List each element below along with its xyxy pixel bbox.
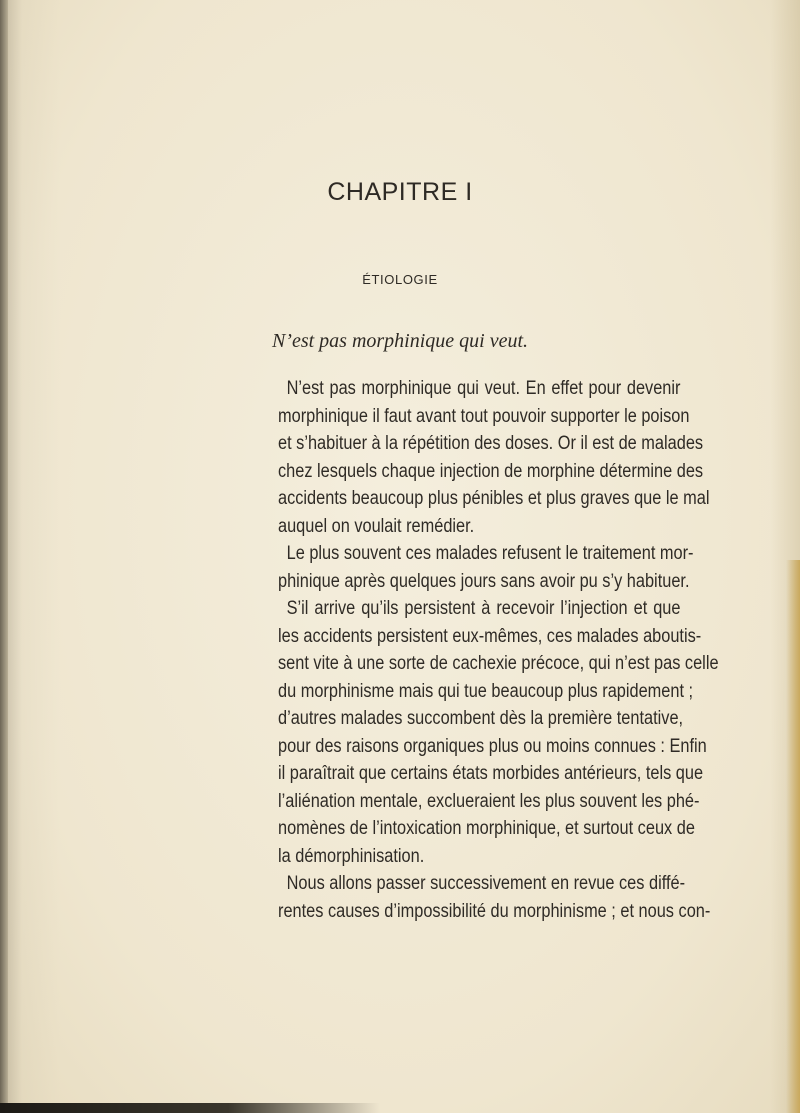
text-line: auquel on voulait remédier. xyxy=(278,515,475,537)
text-line: accidents beaucoup plus pénibles et plus graves que le mal xyxy=(278,488,710,509)
text-line: l’aliénation mentale, exclueraient les plus souvent les phé- xyxy=(278,790,700,812)
text-line: les accidents persistent eux-mêmes, ces malades aboutis- xyxy=(278,625,702,647)
text-line: N’est pas morphinique qui veut. En effet pour devenir xyxy=(286,378,681,399)
text-line: d’autres malades succombent dès la première tentative, xyxy=(278,708,684,729)
text-line: Le plus souvent ces malades refusent le traitement mor- xyxy=(286,543,694,564)
text-line: sent vite à une sorte de cachexie précoce, qui n’est pas celle xyxy=(278,653,719,674)
page-binding-edge xyxy=(0,0,8,1113)
chapter-heading: CHAPITRE I xyxy=(327,178,473,206)
section-heading: ÉTIOLOGIE xyxy=(362,272,438,287)
text-line: morphinique il faut avant tout pouvoir supporter le poison xyxy=(278,405,690,427)
text-line: nomènes de l’intoxication morphinique, et surtout ceux de xyxy=(278,818,695,839)
text-line: pour des raisons organiques plus ou moins connues : Enfin xyxy=(278,735,707,757)
page-stain xyxy=(786,560,800,1113)
page-bottom-shadow xyxy=(0,1103,380,1113)
text-line: la démorphinisation. xyxy=(278,845,425,867)
body-paragraphs xyxy=(278,375,719,925)
text-line: du morphinisme mais qui tue beaucoup plus rapidement ; xyxy=(278,680,694,702)
text-line: phinique après quelques jours sans avoir pu s’y habituer. xyxy=(278,570,690,592)
text-line: Nous allons passer successivement en revue ces diffé- xyxy=(286,873,686,894)
text-line: rentes causes d’impossibilité du morphinisme ; et nous con- xyxy=(278,900,711,922)
text-line: chez lesquels chaque injection de morphine détermine des xyxy=(278,460,704,482)
section-subtitle: N’est pas morphinique qui veut. xyxy=(271,330,529,352)
text-line: et s’habituer à la répétition des doses. Or il est de malades xyxy=(278,433,704,454)
text-line: il paraîtrait que certains états morbides antérieurs, tels que xyxy=(278,763,704,784)
text-line: S’il arrive qu’ils persistent à recevoir l’injection et que xyxy=(286,598,681,619)
